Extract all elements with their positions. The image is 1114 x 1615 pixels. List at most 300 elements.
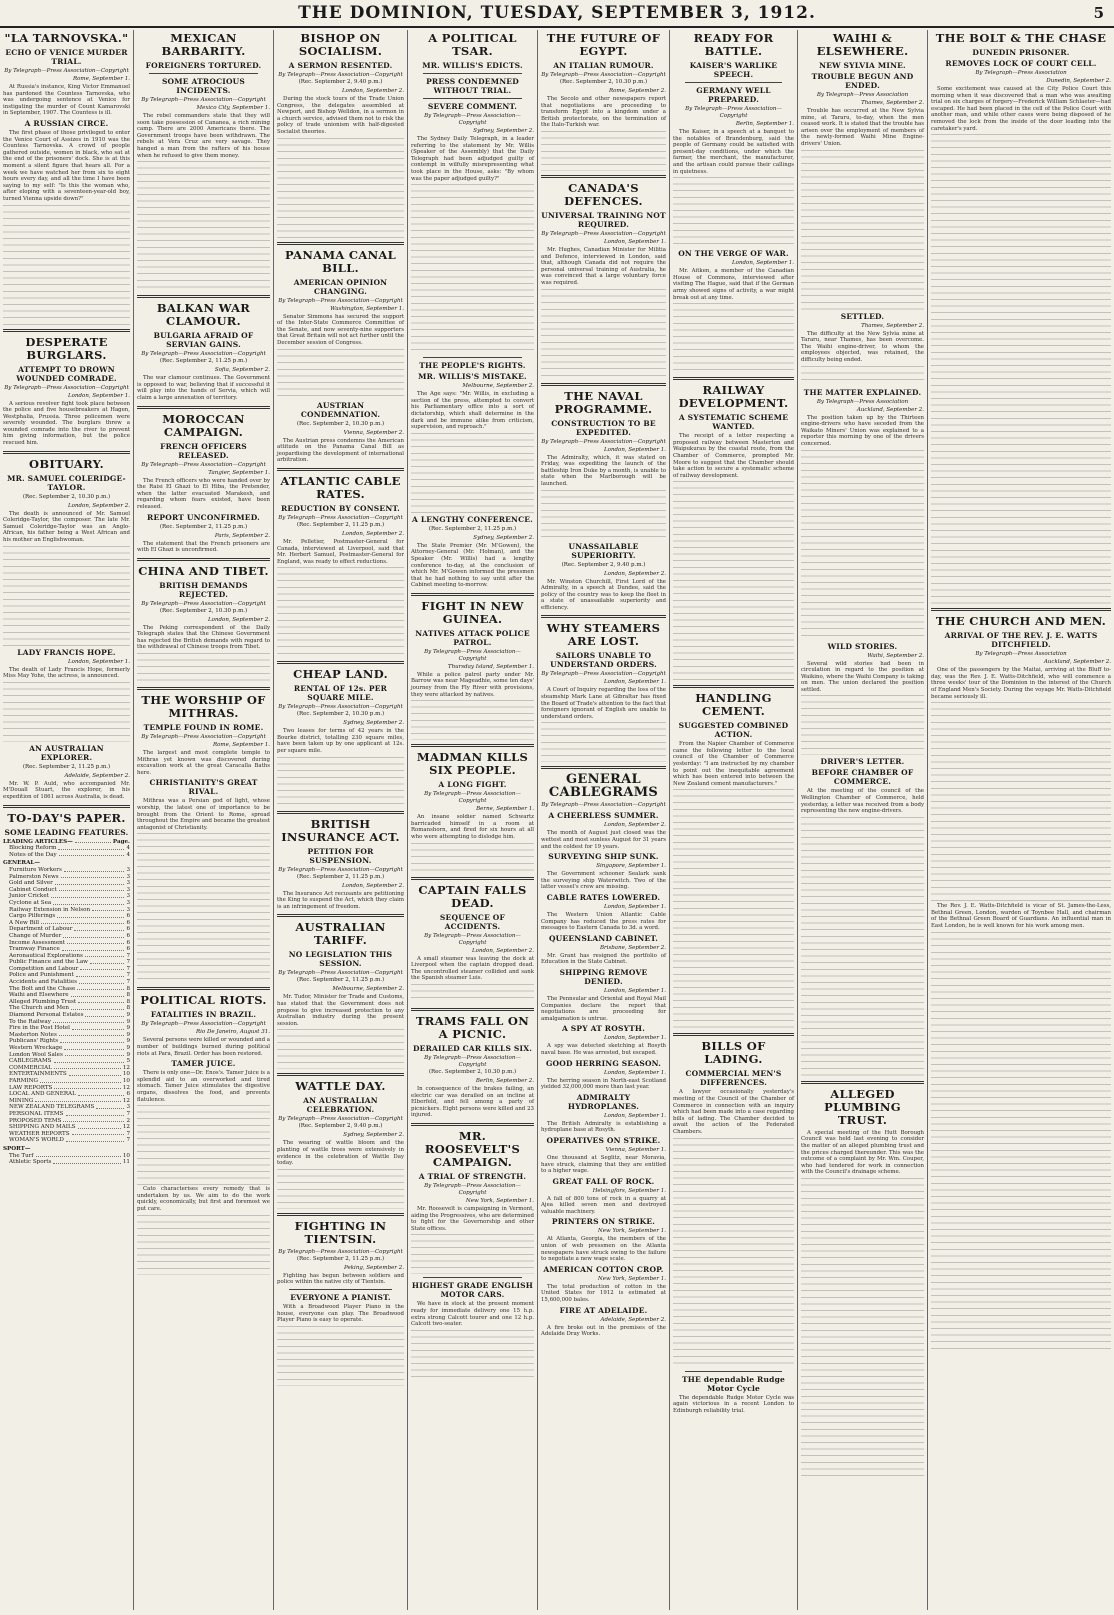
credit: By Telegraph—Press Association—Copyright <box>541 671 666 678</box>
article-body: A Court of Inquiry regarding the loss of the steamship Mark Lane at Gibraltar has fixed the Board of Trade's attention to the fact that foreigners ignorant of English are unable to understand orders. <box>541 687 666 720</box>
text-block <box>411 1330 534 1380</box>
contents-label: Diamond Personal Estates <box>9 1012 84 1019</box>
text-block <box>411 984 534 1004</box>
headline-plumbing-trust: ALLEGED PLUMBING TRUST. <box>824 1086 901 1127</box>
contents-label: SPORT— <box>3 1145 31 1152</box>
contents-row <box>3 1104 130 1111</box>
article-body: The statement that the French prisoners are with El Ghazi is unconfirmed. <box>137 540 270 554</box>
dateline: Washington, September 1. <box>330 305 404 312</box>
contents-row <box>3 893 130 900</box>
contents-page: 10 <box>122 1077 130 1084</box>
contents-label: PROPOSED TEMS <box>9 1117 62 1124</box>
leader-dots <box>63 1118 124 1123</box>
cablegram-title: SURVEYING SHIP SUNK. <box>548 852 659 862</box>
headline-handling-cement: HANDLING CEMENT. <box>695 691 772 719</box>
subhead: A LONG FIGHT. <box>438 780 507 790</box>
contents-label: Income Assessment <box>9 939 66 946</box>
article-body: Trouble has occurred at the New Sylvia mine, at Tararu, to-day, when the men ceased work. It is stated that the trouble has arisen over the employment of members of the newly-formed Waihi Mine Engine-drivers' Union. <box>801 108 924 147</box>
subhead: CHRISTIANITY'S GREAT RIVAL. <box>149 778 258 797</box>
dateline: London, September 1. <box>603 1069 666 1076</box>
divider <box>3 451 130 454</box>
contents-page: 8 <box>126 998 130 1005</box>
dateline: Sydney, September 2. <box>473 534 534 541</box>
contents-label: Alleged Plumbing Trust <box>9 998 77 1005</box>
credit: By Telegraph—Press Association—Copyright <box>424 791 521 805</box>
headline-desperate-burglars: DESPERATE BURGLARS. <box>25 334 108 362</box>
divider <box>277 661 404 664</box>
dateline: Melbourne, September 2. <box>462 383 534 390</box>
contents-label: Department of Labour <box>9 926 73 933</box>
subhead: TEMPLE FOUND IN ROME. <box>143 723 264 733</box>
cablegram-list <box>541 811 666 1337</box>
text-block <box>673 481 794 681</box>
article-body: In consequence of the brakes failing, an electric car was derailed on an incline at Elberfeld, and fell among a party of picnickers. Eight persons were killed and 23 injured. <box>411 1086 534 1119</box>
divider <box>3 329 130 332</box>
dateline: Thursday Island, September 1. <box>447 663 534 670</box>
divider <box>801 1081 924 1084</box>
leader-dots <box>74 926 124 931</box>
divider <box>137 687 270 690</box>
contents-row <box>3 979 130 986</box>
contents-label: NEW ZEALAND TELEGRAMS <box>9 1104 95 1111</box>
dateline: Thames, September 2. <box>861 322 924 329</box>
divider <box>541 766 666 769</box>
column-6 <box>670 30 798 1610</box>
subhead: FRENCH OFFICERS RELEASED. <box>160 441 247 460</box>
divider <box>541 175 666 178</box>
cablegram-title: PRINTERS ON STRIKE. <box>551 1217 656 1227</box>
contents-label: Competition and Labour <box>9 965 79 972</box>
cablegram-body: The Pennsular and Oriental and Royal Mail Companies declare the report that negotiations are proceeding for amalgamation is untrue. <box>541 995 666 1022</box>
divider <box>137 987 270 990</box>
cablegram-body: A fire broke out in the premises of the Adelaide Dray Works. <box>541 1324 666 1338</box>
contents-row <box>3 1111 130 1118</box>
contents-row <box>3 986 130 993</box>
article-body: The Rev. J. E. Watts-Ditchfield is vicar of St. James-the-Less, Bethnal Green, London, warden of Toynbee Hall, and chairman of the Bethnal Green Board of Guardians. An influential man in East London, he is well known for his work among men. <box>931 903 1111 929</box>
contents-label: PERSONAL ITEMS <box>9 1110 64 1117</box>
headline-cheap-land: CHEAP LAND. <box>293 667 388 682</box>
leader-dots <box>67 940 124 945</box>
divider <box>411 593 534 596</box>
subhead: MR. WILLIS'S EDICTS. <box>422 61 523 70</box>
subhead: AN ITALIAN RUMOUR. <box>553 61 654 70</box>
headline-church-and-men: THE CHURCH AND MEN. <box>935 614 1107 629</box>
contents-label: The Bolt and the Chase <box>9 985 76 992</box>
text-block <box>541 722 666 762</box>
headline-captain-falls-dead: CAPTAIN FALLS DEAD. <box>418 882 527 910</box>
article-body: A small steamer was leaving the dock at Liverpool when the captain dropped dead. The uncontrolled steamer collided and sank the Spanish steamer Luis. <box>411 955 534 982</box>
dateline: London, September 2. <box>603 570 666 577</box>
article-body: Several persons were killed or wounded and a number of buildings burned during political riots at Para, Brazil. Order has been restored. <box>137 1037 270 1057</box>
cablegram-body: One thousand at Seglitz, near Moravia, have struck, claiming that they are entitled to a higher wage. <box>541 1154 666 1175</box>
dateline: London, September 1. <box>603 238 666 245</box>
received-note: (Rec. September 2, 11.25 p.m.) <box>296 977 385 984</box>
article-body: A special meeting of the Hutt Borough Council was held last evening to consider the matter of an alleged plumbing trust and the prices charged thereunder. This was the outcome of a complaint by Mr. Wm. Couper, who had tendered for work in connection with the Council's drainage scheme. <box>801 1129 924 1176</box>
dateline: London, September 1. <box>603 1035 666 1042</box>
contents-page: 3 <box>126 886 130 893</box>
text-block <box>137 161 270 291</box>
dateline: Rome, September 2. <box>608 88 666 94</box>
credit: By Telegraph—Press Association <box>975 70 1067 76</box>
subhead: MR. WILLIS'S MISTAKE. <box>418 372 527 382</box>
contents-page: 2 <box>126 1117 130 1124</box>
leader-dots <box>53 1159 120 1164</box>
leader-dots <box>75 839 111 844</box>
article-body: Senator Simmons has secured the support of the Inter-State Commerce Committee of the Senate, and now seventy-nine supporters that Great Britain will not act further until the December session of Congress. <box>277 313 404 346</box>
divider <box>685 1371 782 1372</box>
subhead: AMERICAN OPINION CHANGING. <box>293 277 388 296</box>
dateline: New York, September 1. <box>465 1197 534 1204</box>
headline-panama-canal: PANAMA CANAL BILL. <box>284 247 397 275</box>
credit: By Telegraph—Press Association—Copyright <box>541 230 666 237</box>
text-block <box>277 1169 404 1209</box>
leader-dots <box>78 1124 121 1129</box>
contents-label: Western Wreckage <box>9 1045 63 1051</box>
article-body: At Russia's instance, King Victor Emmanuel has pardoned the Countess Tarnovska, who was undergoing sentence at Venice for instigating the murder of Count Kamarovski in September, 1907. The Countess is ill. <box>3 84 130 117</box>
subhead: KAISER'S WARLIKE SPEECH. <box>689 61 778 79</box>
cablegram-body: The Government schooner Sealark sank the surveying ship Waterwitch. Two of the latter vessel's crew are missing. <box>541 871 666 891</box>
contents-page: 12 <box>122 1064 130 1071</box>
contents-label: Cargo Pilferings <box>9 913 56 920</box>
article-body: While a police patrol party under Mr. Barrow was near Mageadhie, some ten days' journey from the Fly River with provisions, they were attacked by natives. <box>411 671 534 698</box>
credit: By Telegraph—Press Association—Copyright <box>141 1021 266 1028</box>
cablegram-title: ADMIRALTY HYDROPLANES. <box>567 1092 640 1111</box>
article-body: Two leases for terms of 42 years in the Bourke district, totalling 230 square miles, have been taken up by one applicant at 12s. per square mile. <box>277 728 404 755</box>
credit: By Telegraph—Press Association—Copyright <box>424 648 521 662</box>
article-body: One of the passengers by the Maitai, arriving at the Bluff to-day, was the Rev. J. E. Watts-Ditchfield, who will commence a three weeks' tour of the Dominion in the interest of the Church of England Men's Society. During the voyage Mr. Watts-Ditchfield became seriously ill. <box>931 667 1111 700</box>
contents-label: The Turf <box>9 1152 34 1159</box>
divider <box>149 73 258 74</box>
contents-page: 3 <box>126 899 130 906</box>
cablegram-body: The total production of cotton in the United States for 1912 is estimated at 15,600,000 bales. <box>541 1283 666 1304</box>
article-body: The rebel commanders state that they will soon take possession of Cananea, a rich mining camp. There are 2000 Americans there. The Government troops have been withdrawn. The rebels at Vera Cruz are very savage. They hanged a man from the rafters of his house when he refused to give them money. <box>137 113 270 159</box>
headline-naval-programme: THE NAVAL PROGRAMME. <box>554 388 653 416</box>
divider <box>673 685 794 688</box>
article-body: The Sydney Daily Telegraph, in a leader referring to the statement by Mr. Willis (Speaker of the Assembly) that the Daily Telegraph had been adjudged guilty of contempt in wilfully misrepresenting what took place in the House, asks: "By whom was the paper adjudged guilty?" <box>411 136 534 182</box>
leader-dots <box>60 1038 124 1043</box>
subhead: DERAILED CAR KILLS SIX. <box>412 1044 533 1053</box>
leader-dots <box>79 979 124 984</box>
credit: By Telegraph—Press Association—Copyright <box>4 68 129 74</box>
text-block <box>801 150 924 310</box>
contents-row <box>3 1118 130 1125</box>
column-7 <box>798 30 928 1610</box>
contents-row <box>3 913 130 920</box>
credit: By Telegraph—Press Association—Copyright <box>278 514 403 521</box>
article-body: The wearing of wattle bloom and the planting of wattle trees were extensively in evidence in the celebration of Wattle Day today. <box>277 1140 404 1167</box>
contents-label: CABLEGRAMS <box>9 1058 52 1065</box>
text-block <box>3 546 130 646</box>
credit: By Telegraph—Press Association—Copyright <box>278 866 403 873</box>
subhead: SETTLED. <box>840 311 885 321</box>
subhead: FATALITIES IN BRAZIL. <box>150 1010 257 1020</box>
contents-page: 4 <box>126 851 130 858</box>
contents-page: 9 <box>126 1051 130 1058</box>
column-2 <box>134 30 274 1610</box>
headline-fighting-tientsin: FIGHTING IN TIENTSIN. <box>294 1218 387 1246</box>
dateline: London, September 2. <box>341 88 404 94</box>
subhead: REDUCTION BY CONSENT. <box>281 503 400 513</box>
cablegram-title: OPERATIVES ON STRIKE. <box>546 1135 661 1145</box>
contents-label: WEATHER REPORTS <box>9 1130 70 1137</box>
dateline: Peking, September 2. <box>344 1264 404 1271</box>
leader-dots <box>96 1104 124 1109</box>
leader-dots <box>55 880 125 885</box>
contents-label: Publicans' Rights <box>9 1038 59 1045</box>
text-block <box>931 932 1111 1352</box>
divider <box>277 1073 404 1076</box>
contents-page: 8 <box>126 1005 130 1012</box>
contents-row <box>3 907 130 914</box>
contents-label: Palmerston News <box>9 873 59 880</box>
contents-row <box>3 867 130 874</box>
dateline: Berlin, September 1. <box>735 121 794 127</box>
dateline: Vienna, September 2. <box>343 429 404 436</box>
contents-label: WOMAN'S WORLD <box>9 1137 64 1144</box>
contents-page: 9 <box>126 1012 130 1019</box>
contents-row <box>3 992 130 999</box>
contents-row <box>3 900 130 907</box>
contents-label: Cyclone at Sea <box>9 899 52 906</box>
leader-dots <box>59 852 125 857</box>
contents-page: 6 <box>126 1091 130 1098</box>
advert-body: With a Broadwood Player Piano in the house, everyone can play. The Broadwood Player Piano is easy to operate. <box>277 1303 404 1324</box>
contents-label: London Wool Sales <box>9 1051 63 1058</box>
leader-dots <box>69 1071 121 1076</box>
column-8 <box>928 30 1114 1610</box>
text-block <box>931 134 1111 604</box>
contents-page: 4 <box>126 845 130 852</box>
contents-page: 11 <box>122 1159 130 1166</box>
contents-row <box>3 1025 130 1032</box>
contents-page: 9 <box>126 1038 130 1045</box>
headline-todays-paper: TO-DAY'S PAPER. <box>7 810 126 825</box>
dateline: London, September 1. <box>731 260 794 267</box>
contents-page: 8 <box>126 992 130 999</box>
received-note: (Rec. September 2, 10.30 p.m.) <box>428 1069 517 1075</box>
article-body: Mr. Winston Churchill, First Lord of the Admiralty, in a speech at Dundee, said the policy of the country was to keep the fleet in a state of unassailable superiority and efficiency. <box>541 578 666 611</box>
text-block <box>137 653 270 683</box>
dateline: Adelaide, September 2. <box>64 772 130 779</box>
credit: By Telegraph—Press Association—Copyright <box>141 351 266 358</box>
advert-title: HIGHEST GRADE ENGLISH MOTOR CARS. <box>411 1281 534 1300</box>
article-body: Mithras was a Persian god of light, whose worship, the latest one of importance to be brought from the Orient to Rome, spread throughout the Empire and became the greatest antagonist of Christianity. <box>137 798 270 831</box>
contents-page: 9 <box>126 1018 130 1025</box>
advert-title: TAMER JUICE. <box>171 1059 236 1069</box>
cablegram-title: GREAT FALL OF ROCK. <box>552 1176 655 1186</box>
leader-dots <box>77 986 124 991</box>
credit: By Telegraph—Press Association—Copyright <box>278 72 403 78</box>
leader-dots <box>61 874 125 879</box>
contents-page: 3 <box>126 893 130 900</box>
cablegram-title: FIRE AT ADELAIDE. <box>559 1305 648 1315</box>
contents-label: Aeronautical Explorations <box>9 952 83 959</box>
contents-row <box>3 1005 130 1012</box>
contents-row <box>3 1065 130 1072</box>
received-note: (Rec. September 2, 11.25 p.m.) <box>428 525 517 532</box>
subhead: SUGGESTED COMBINED ACTION. <box>678 721 789 740</box>
contents-page: 6 <box>126 932 130 939</box>
subhead: RENTAL OF 12s. PER SQUARE MILE. <box>293 684 388 703</box>
subhead: ATTEMPT TO DROWN WOUNDED COMRADE. <box>16 364 117 383</box>
headline-wattle-day: WATTLE DAY. <box>295 1079 386 1094</box>
subhead: FOREIGNERS TORTURED. <box>145 61 262 70</box>
divider <box>277 468 404 471</box>
divider <box>277 1213 404 1216</box>
subhead: WILD STORIES. <box>827 641 898 651</box>
dateline: New York, September 1. <box>597 1228 666 1235</box>
headline-mithras: THE WORSHIP OF MITHRAS. <box>141 693 266 721</box>
contents-row <box>3 1098 130 1105</box>
divider <box>137 406 270 409</box>
leader-dots <box>35 1098 120 1103</box>
leader-dots <box>85 953 125 958</box>
article-body: The first phase of those privileged to enter the Venice Court of Assizes in 1910 was the Countess Tarnovska. A crowd of people gathered outside, women in black, who sat at the end of the prisoners' dock. She is at this moment a silent figure that hears all. For a week we have watched her from six to eight hours every day, and all the time I have been saying to my self: "Is this the woman who, after eloping with a seventeen-year-old boy, turned Vienna upside down?" <box>3 129 130 202</box>
leader-dots <box>57 913 124 918</box>
subhead: AN AUSTRALIAN EXPLORER. <box>29 743 104 762</box>
dateline: Tangier, September 1. <box>208 469 270 476</box>
subhead: GERMANY WELL PREPARED. <box>696 86 771 104</box>
credit: By Telegraph—Press Association—Copyright <box>424 1055 521 1068</box>
divider <box>411 1008 534 1011</box>
contents-row <box>3 926 130 933</box>
contents-page: 12 <box>122 1097 130 1104</box>
contents-label: FARMING <box>9 1077 38 1084</box>
subhead: UNIVERSAL TRAINING NOT REQUIRED. <box>541 210 666 229</box>
contents-row <box>3 860 130 867</box>
text-block <box>277 349 404 399</box>
cablegram-title: SHIPPING REMOVE DENIED. <box>559 967 648 986</box>
subhead: UNASSAILABLE SUPERIORITY. <box>568 541 639 560</box>
subhead: DRIVER'S LETTER. <box>820 757 905 767</box>
contents-row <box>3 946 130 953</box>
credit: By Telegraph—Press Association—Copyright <box>424 932 521 946</box>
dateline: Singapore, September 1. <box>596 863 666 870</box>
text-block <box>411 1234 534 1274</box>
subhead: TROUBLE BEGUN AND ENDED. <box>811 72 914 90</box>
subhead: THE MATTER EXPLAINED. <box>803 387 922 397</box>
headline-madman: MADMAN KILLS SIX PEOPLE. <box>416 750 529 778</box>
leader-dots <box>66 1137 125 1142</box>
dateline: London, September 1. <box>67 658 130 665</box>
cablegram-title: AMERICAN COTTON CROP. <box>543 1264 664 1274</box>
headline-waihi: WAIHI & ELSEWHERE. <box>816 31 909 58</box>
divider <box>423 357 522 358</box>
contents-label: LOCAL AND GENERAL <box>9 1091 76 1098</box>
contents-page: 12 <box>122 1084 130 1091</box>
subhead: NO LEGISLATION THIS SESSION. <box>288 950 393 969</box>
contents-label: Accidents and Fatalities <box>9 979 77 986</box>
dateline: Dunedin, September 2. <box>1046 78 1111 84</box>
text-block <box>277 1326 404 1386</box>
subhead: AN AUSTRALIAN CELEBRATION. <box>303 1096 378 1115</box>
advert-body: Cato characterises every remedy that is undertaken by us. We aim to do the work quickly, economically, but first and foremost we put care. <box>137 1186 270 1212</box>
dateline: London, September 1. <box>67 392 130 399</box>
subhead: LADY FRANCIS HOPE. <box>17 647 116 657</box>
received-note: (Rec. September 2, 10.30 p.m.) <box>559 79 648 85</box>
contents-row <box>3 953 130 960</box>
divider <box>423 98 522 99</box>
leader-dots <box>85 1012 124 1017</box>
contents-row <box>3 852 130 859</box>
contents-row <box>3 839 130 846</box>
contents-label: To the Railway <box>9 1018 51 1025</box>
contents-label: The Church and Men <box>9 1005 70 1012</box>
contents-row <box>3 1131 130 1138</box>
contents-page: 6 <box>126 926 130 933</box>
dateline: London, September 2. <box>603 822 666 829</box>
received-note: (Rec. September 2, 9.40 p.m.) <box>298 1123 383 1130</box>
dateline: Adelaide, September 2. <box>600 1316 666 1323</box>
dateline: London, September 1. <box>603 1112 666 1119</box>
received-note: (Rec. September 2, 11.25 p.m.) <box>159 358 248 365</box>
leader-dots <box>66 1111 125 1116</box>
headline-new-guinea: FIGHT IN NEW GUINEA. <box>421 598 524 626</box>
received-note: (Rec. September 2, 11.25 p.m.) <box>159 523 248 530</box>
text-block <box>137 1215 270 1275</box>
dateline: Waihi, September 2. <box>867 652 924 659</box>
contents-label: Cabinet Conduct <box>9 886 57 893</box>
advert-title: THE dependable Rudge Motor Cycle <box>681 1374 785 1393</box>
dateline: London, September 2. <box>341 530 404 537</box>
text-block <box>673 177 794 247</box>
cablegram-body: The Western Union Atlantic Cable Company has reduced the press rates for messages to Eastern Canada to 3d. a word. <box>541 912 666 932</box>
article-body: The Austrian press condemns the American attitude on the Panama Canal Bill as jeopardising the development of international arbitration. <box>277 437 404 464</box>
contents-label: Railway Extension in Nelson <box>9 906 91 913</box>
text-block <box>277 757 404 807</box>
contents-page: 6 <box>126 913 130 920</box>
article-body: Mr. Aitken, a member of the Canadian House of Commons, interviewed after visiting The Hague, said that if the German army showed signs of activity, a war might break out at any time. <box>673 268 794 301</box>
cablegram-body: Mr. Grant has resigned the portfolio of Education in the State Cabinet. <box>541 952 666 966</box>
cablegram-body: A spy was detected sketching at Rosyth naval base. He was arrested, but escaped. <box>541 1043 666 1056</box>
contents-label: SHIPPING AND MAILS <box>9 1124 76 1131</box>
contents-page: 9 <box>126 1031 130 1038</box>
dateline: London, September 2. <box>471 947 534 954</box>
advert-body: There is only one—Dr. Enos's. Tamer Juice is a splendid aid to an overworked and tired stomach. Tamer Juice stimulates the digestive organs, dissolves the food, and prevents flatulence. <box>137 1070 270 1103</box>
contents-page: 7 <box>126 979 130 986</box>
cablegram-body: At Atlanta, Georgia, the members of the union of web pressmen on the Atlanta newspapers have struck owing to the failure to negotiate a new wage scale. <box>541 1236 666 1263</box>
contents-page: 3 <box>126 873 130 880</box>
credit: By Telegraph—Press Association—Copyright <box>424 113 521 126</box>
contents-page: 7 <box>126 959 130 966</box>
text-block <box>3 205 130 325</box>
received-note: (Rec. September 2, 11.25 p.m.) <box>296 1255 385 1262</box>
contents-row <box>3 1071 130 1078</box>
dateline: London, September 2. <box>341 882 404 889</box>
received-note: (Rec. September 2, 9.40 p.m.) <box>298 79 383 85</box>
credit: By Telegraph—Press Association—Copyright <box>141 461 266 468</box>
article-body: Mr. W. P. Auld, who accompanied Mr. M'Douall Stuart, the explorer, in his expedition of 1861 across Australia, is dead. <box>3 780 130 800</box>
leader-dots <box>64 867 125 872</box>
subhead: CONSTRUCTION TO BE EXPEDITED. <box>551 418 656 437</box>
article-body: The Insurance Act recusants are petitioning the King to suspend the Act, which they claim is an infringement of freedom. <box>277 890 404 910</box>
contents-page: 9 <box>126 1045 130 1051</box>
headline-bishop-socialism: BISHOP ON SOCIALISM. <box>298 31 383 58</box>
contents-row <box>3 940 130 947</box>
subhead: ARRIVAL OF THE REV. J. E. WATTS DITCHFIELD. <box>944 631 1098 650</box>
subhead: REMOVES LOCK OF COURT CELL. <box>945 59 1097 68</box>
headline-mexican-barbarity: MEXICAN BARBARITY. <box>161 31 246 58</box>
article-body: Fighting has begun between soldiers and police within the native city of Tientsin. <box>277 1272 404 1286</box>
contents-label: Athletic Sports <box>9 1159 52 1166</box>
contents-label: Public Finance and the Law <box>9 959 88 966</box>
subhead: REPORT UNCONFIRMED. <box>147 512 260 522</box>
contents-label: COMMERCIAL <box>9 1064 52 1071</box>
dateline: Sydney, September 2. <box>343 720 404 727</box>
article-body: A lawyer occasionally yesterday's meeting of the Council of the Chamber of Commerce in connection with an inquiry which had been made into a case regarding bills of lading. The Chamber decided to await the action of the Federated Chambers. <box>673 1089 794 1135</box>
received-note: (Rec. September 2, 11.25 p.m.) <box>296 521 385 528</box>
article-body: Mr. Roosevelt is campaigning in Vermont, aiding the Progressives, who are determined to fight for the Governorship and other State offices. <box>411 1205 534 1232</box>
